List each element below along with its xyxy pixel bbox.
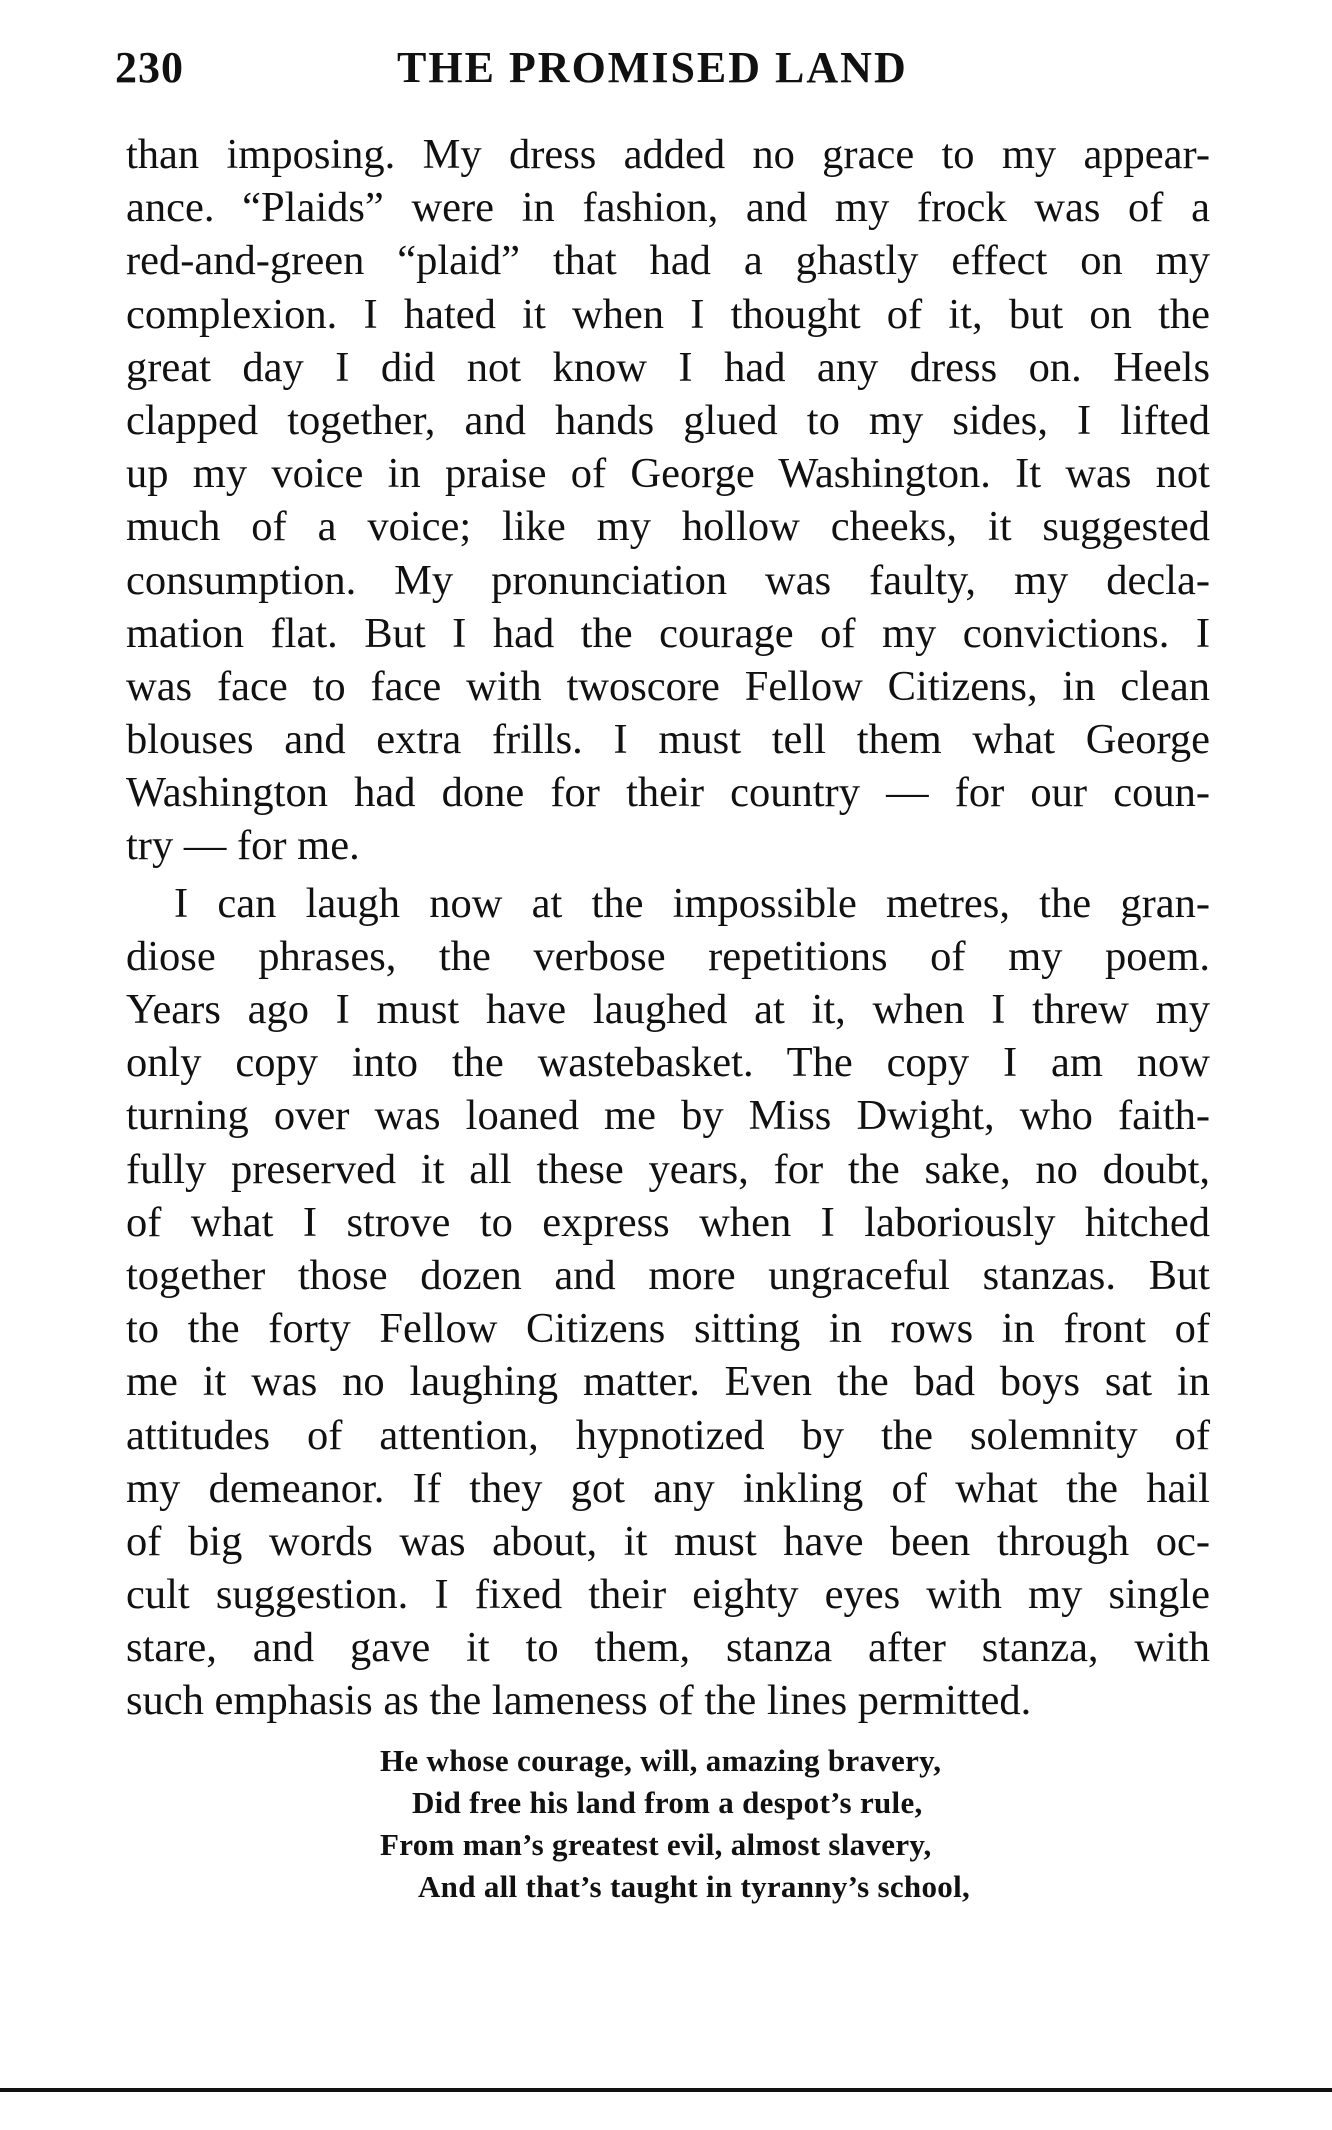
text-line: diose phrases, the verbose repetitions of my poem. (126, 932, 1210, 980)
text-line: red-and-green “plaid” that had a ghastly effect on my (126, 237, 1210, 285)
text-line: I can laugh now at the impossible metres, the gran- (174, 879, 1210, 927)
text-line: attitudes of attention, hypnotized by the solemnity of (126, 1411, 1210, 1459)
text-line: to the forty Fellow Citizens sitting in rows in front of (126, 1305, 1210, 1353)
page-number: 230 (115, 43, 184, 92)
page-bottom-rule (0, 2088, 1332, 2092)
text-line: was face to face with twoscore Fellow Citizens, in clean (126, 662, 1210, 710)
text-line: me it was no laughing matter. Even the bad boys sat in (126, 1358, 1210, 1406)
text-line: blouses and extra frills. I must tell them what George (126, 716, 1210, 764)
text-line: of big words was about, it must have been through oc- (126, 1517, 1210, 1565)
text-line: fully preserved it all these years, for the sake, no doubt, (126, 1145, 1210, 1193)
poem-line: From man’s greatest evil, almost slavery, (380, 1827, 932, 1862)
text-line: mation flat. But I had the courage of my convictions. I (126, 609, 1210, 657)
text-line: consumption. My pronunciation was faulty, my decla- (126, 556, 1210, 604)
text-line: much of a voice; like my hollow cheeks, it suggested (126, 503, 1210, 551)
text-line: together those dozen and more ungraceful stanzas. But (126, 1251, 1210, 1299)
text-line: cult suggestion. I fixed their eighty eyes with my single (126, 1571, 1210, 1619)
text-line: ance. “Plaids” were in fashion, and my frock was of a (126, 184, 1210, 232)
text-line: great day I did not know I had any dress on. Heels (126, 343, 1210, 391)
text-line: clapped together, and hands glued to my sides, I lifted (126, 396, 1210, 444)
poem-line: And all that’s taught in tyranny’s school, (418, 1869, 971, 1904)
text-line: Years ago I must have laughed at it, when I threw my (126, 986, 1210, 1033)
text-line: complexion. I hated it when I thought of it, but on the (126, 290, 1210, 338)
paragraph-2 (126, 877, 1210, 1728)
text-line: of what I strove to express when I laboriously hitched (126, 1198, 1210, 1246)
text-line: only copy into the wastebasket. The copy I am now (126, 1039, 1210, 1087)
body-text (126, 128, 1210, 1728)
running-head (115, 42, 1215, 102)
poem-line: Did free his land from a despot’s rule, (412, 1785, 923, 1820)
text-line: my demeanor. If they got any inkling of what the hail (126, 1464, 1210, 1512)
text-line: turning over was loaned me by Miss Dwight, who faith- (126, 1092, 1210, 1140)
text-line: stare, and gave it to them, stanza after stanza, with (126, 1624, 1210, 1672)
paragraph-1 (126, 128, 1210, 873)
text-line: such emphasis as the lameness of the lines permitted. (126, 1677, 1032, 1725)
text-line: up my voice in praise of George Washington. It was not (126, 450, 1210, 498)
running-title: THE PROMISED LAND (397, 43, 908, 92)
poem-line: He whose courage, will, amazing bravery, (380, 1743, 942, 1778)
text-line: than imposing. My dress added no grace to my appear- (126, 131, 1210, 178)
text-line: Washington had done for their country — for our coun- (126, 769, 1210, 817)
poem-stanza (380, 1740, 1080, 1908)
text-line: try — for me. (126, 822, 360, 870)
